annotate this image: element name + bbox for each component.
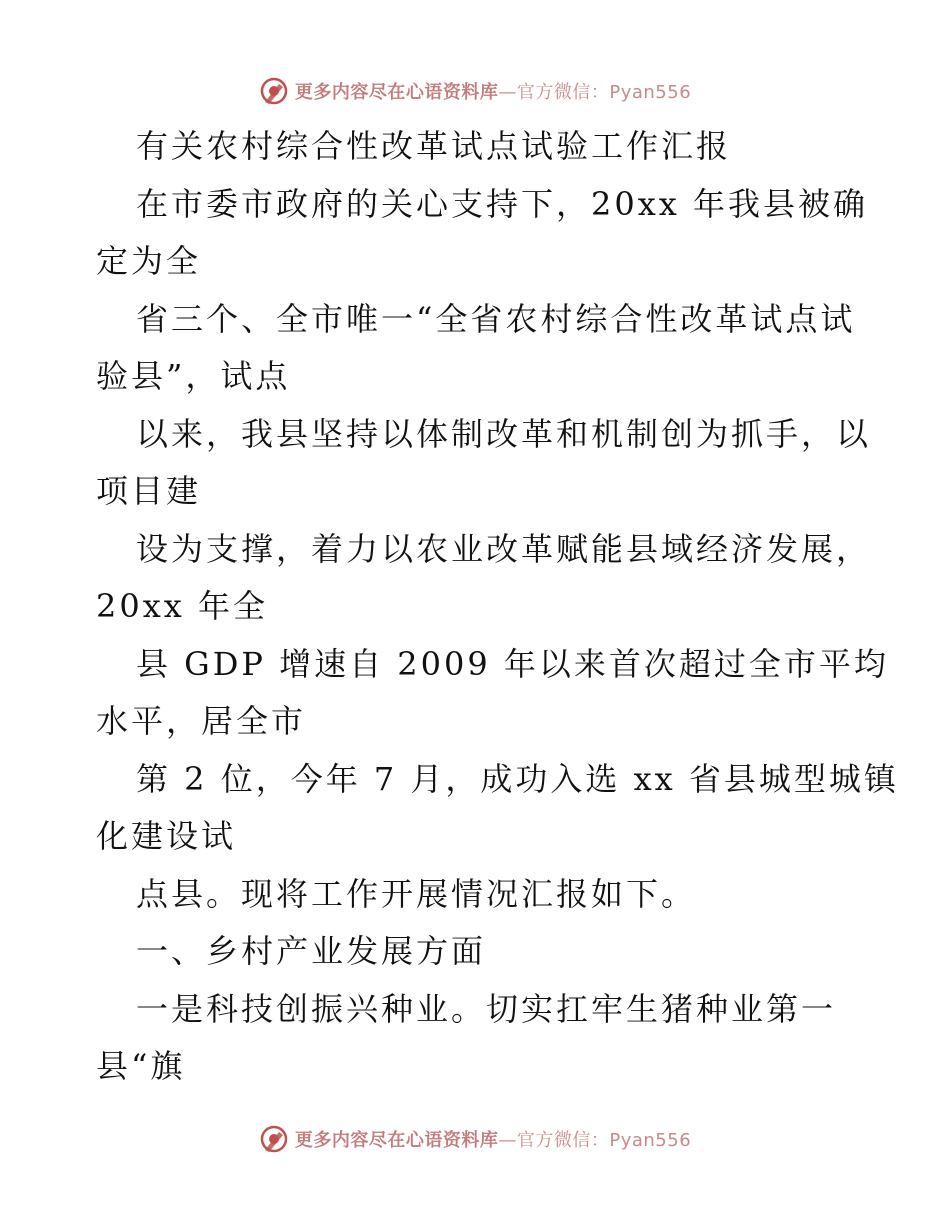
- paragraph-line: 县 GDP 增速自 2009 年以来首次超过全市平均: [136, 644, 889, 683]
- paragraph-line: 点县。现将工作开展情况汇报如下。: [136, 874, 697, 913]
- paragraph-line: 一是科技创振兴种业。切实扛牢生猪种业第一: [136, 989, 837, 1028]
- paragraph-line: 定为全: [96, 242, 202, 280]
- watermark-header: [0, 76, 950, 106]
- paragraph-line: 水平，居全市: [96, 702, 307, 740]
- paragraph-line: 项目建: [96, 472, 202, 510]
- paragraph-line: 20xx 年全: [96, 587, 268, 625]
- paragraph-line: 县“旗: [96, 1047, 186, 1085]
- section-heading: 一、乡村产业发展方面: [136, 932, 487, 970]
- paragraph-line: 第 2 位，今年 7 月，成功入选 xx 省县城型城镇: [136, 759, 899, 798]
- paragraph-line: 验县”，试点: [96, 357, 291, 395]
- watermark-contact: —官方微信：Pyan556: [498, 1130, 692, 1151]
- watermark-contact: —官方微信：Pyan556: [498, 82, 692, 103]
- pen-circle-logo-icon: [259, 76, 289, 106]
- watermark-footer: [0, 1124, 950, 1154]
- watermark-text: 更多内容尽在心语资料库: [294, 1130, 499, 1151]
- watermark-text: 更多内容尽在心语资料库: [294, 82, 499, 103]
- paragraph-line: 以来，我县坚持以体制改革和机制创为抓手，以: [136, 414, 872, 453]
- paragraph-line: 化建设试: [96, 817, 237, 855]
- paragraph-line: 在市委市政府的关心支持下，20xx 年我县被确: [136, 184, 868, 223]
- paragraph-line: 设为支撑，着力以农业改革赋能县域经济发展，: [136, 529, 872, 568]
- document-title: 有关农村综合性改革试点试验工作汇报: [136, 127, 732, 165]
- document-body: [96, 118, 899, 1096]
- pen-circle-logo-icon: [259, 1124, 289, 1154]
- paragraph-line: 省三个、全市唯一“全省农村综合性改革试点试: [136, 299, 856, 338]
